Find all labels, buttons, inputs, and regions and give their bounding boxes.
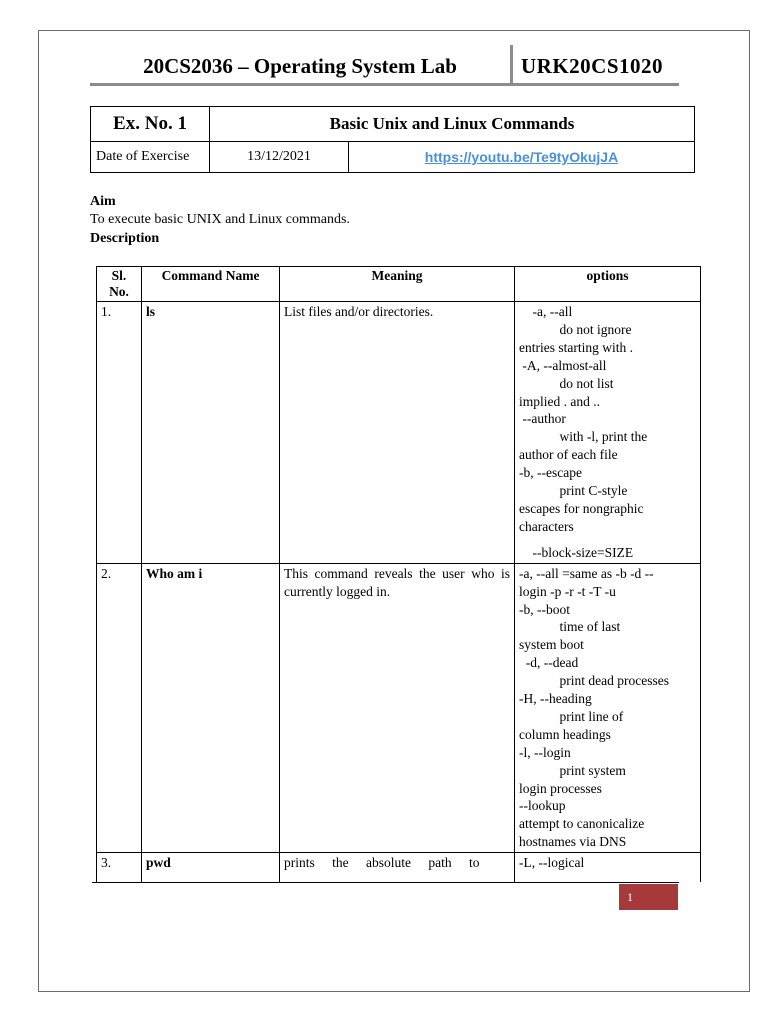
option-line: login -p -r -t -T -u: [519, 583, 616, 599]
option-line: -b, --boot: [519, 601, 570, 617]
header-separator: [510, 45, 513, 86]
option-line: -b, --escape: [519, 465, 582, 481]
commands-table: [96, 266, 701, 882]
video-link[interactable]: https://youtu.be/Te9tyOkujJA: [349, 142, 695, 173]
column-header-command: Command Name: [142, 267, 280, 302]
exercise-number: Ex. No. 1: [91, 107, 210, 142]
course-title: 20CS2036 – Operating System Lab: [143, 54, 457, 78]
option-line: attempt to canonicalize: [519, 816, 645, 832]
option-line: -a, --all: [519, 304, 573, 319]
option-line: do not ignore: [519, 321, 632, 337]
option-line: do not list: [519, 375, 614, 391]
command-options: [515, 563, 701, 853]
option-line: print C-style: [519, 483, 628, 499]
option-line: --author: [519, 411, 566, 427]
option-line: -H, --heading: [519, 691, 592, 707]
command-options: [515, 302, 701, 564]
page-number-badge: 1: [619, 884, 678, 910]
command-name: Who am i: [142, 563, 280, 853]
option-line: --lookup: [519, 798, 566, 814]
option-line: print dead processes: [519, 673, 669, 689]
column-header-sl-no: Sl. No.: [97, 267, 142, 302]
aim-heading: Aim: [90, 194, 116, 209]
option-line: system boot: [519, 637, 584, 653]
header-underline: [90, 83, 679, 86]
option-line: print system: [519, 762, 626, 778]
option-line: login processes: [519, 780, 602, 796]
option-line: characters: [519, 518, 574, 534]
footer-line: [92, 882, 679, 883]
option-line: column headings: [519, 726, 611, 742]
exercise-title: Basic Unix and Linux Commands: [210, 107, 695, 142]
option-line: entries starting with .: [519, 339, 633, 355]
option-line: -A, --almost-all: [519, 357, 607, 373]
command-meaning: prints the absolute path to: [280, 853, 515, 883]
option-line: time of last: [519, 619, 621, 635]
command-name: pwd: [142, 853, 280, 883]
option-line: print line of: [519, 708, 624, 724]
option-line: hostnames via DNS: [519, 834, 627, 850]
table-row: [97, 853, 701, 883]
date-label: Date of Exercise: [91, 142, 210, 173]
exercise-info-table: [90, 106, 695, 173]
option-line: -l, --login: [519, 744, 571, 760]
register-number: URK20CS1020: [521, 54, 664, 78]
option-line: with -l, print the: [519, 429, 648, 445]
table-header-row: [97, 267, 701, 302]
option-line: -d, --dead: [519, 655, 579, 671]
column-header-options: options: [515, 267, 701, 302]
option-line: -a, --all =same as -b -d --: [519, 565, 654, 581]
option-line: implied . and ..: [519, 393, 600, 409]
option-line: author of each file: [519, 447, 618, 463]
aim-text: To execute basic UNIX and Linux commands.: [90, 212, 350, 227]
column-header-meaning: Meaning: [280, 267, 515, 302]
option-line: --block-size=SIZE: [519, 544, 634, 560]
command-options: [515, 853, 701, 883]
row-number: 1.: [97, 302, 142, 564]
option-line: escapes for nongraphic: [519, 500, 644, 516]
table-row: [97, 302, 701, 564]
table-row: [97, 563, 701, 853]
row-number: 2.: [97, 563, 142, 853]
command-meaning: This command reveals the user who is currently logged in.: [280, 563, 515, 853]
row-number: 3.: [97, 853, 142, 883]
option-line: -L, --logical: [519, 855, 585, 871]
description-heading: Description: [90, 231, 160, 246]
command-meaning: List files and/or directories.: [280, 302, 515, 564]
command-name: ls: [142, 302, 280, 564]
exercise-date: 13/12/2021: [210, 142, 349, 173]
